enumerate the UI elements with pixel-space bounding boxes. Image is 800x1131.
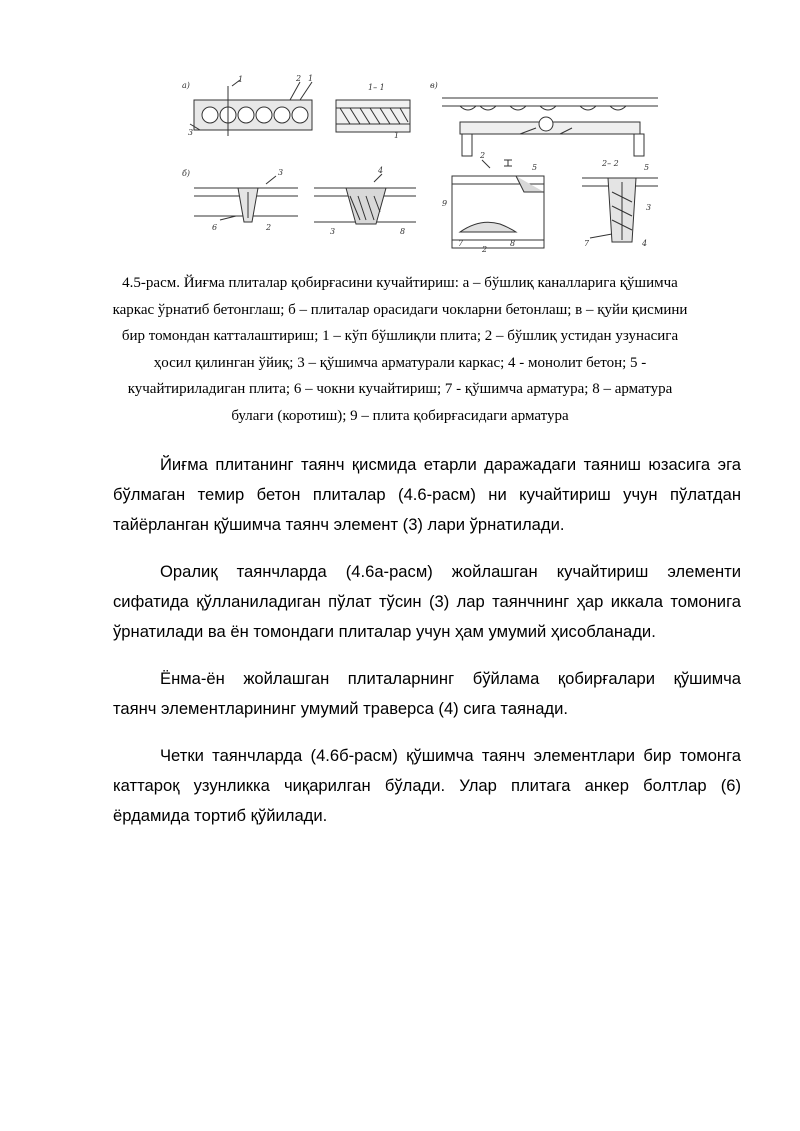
body-text — [113, 450, 741, 848]
section-label-2-2: 2– 2 — [602, 159, 619, 168]
paragraph-line: ёрдамида тортиб қўйилади. — [113, 806, 328, 825]
part-number-label: 9 — [442, 199, 448, 208]
paragraph-line: таянч элементларининг умумий траверса (4) сига таянади. — [113, 699, 568, 718]
part-number-label: 8 — [510, 239, 516, 248]
part-number-label: 6 — [212, 223, 218, 232]
part-number-label: 2 — [482, 245, 488, 252]
part-number-label: 5 — [532, 163, 538, 172]
paragraph — [113, 450, 741, 540]
paragraph — [113, 664, 741, 724]
paragraph — [113, 557, 741, 647]
section-1-1-drawing — [336, 83, 410, 140]
part-number-label: 4 — [642, 239, 648, 248]
paragraph-line: каттароқ узунликка чиқарилган бўлади. Улар плитага анкер болтлар (6) — [113, 776, 741, 795]
caption-line: кучайтириладиган плита; 6 – чокни кучайтириш; 7 - қўшимча арматура; 8 – арматура — [127, 381, 673, 397]
part-number-label: 8 — [400, 227, 406, 236]
paragraph-line: сифатида қўлланиладиган пўлат тўсин (3) лар таянчнинг ҳар иккала томонига — [113, 592, 741, 611]
part-number-label: 3 — [646, 203, 652, 212]
panel-label-c: в) — [430, 81, 438, 90]
panel-slab-detail-drawing — [442, 151, 544, 252]
caption-line: каркас ўрнатиб бетонглаш; б – плиталар орасидаги чокларни бетонлаш; в – қуйи қисмини — [112, 301, 688, 318]
paragraph-line: бўлмаган темир бетон плиталар (4.6-расм) ни кучайтириш учун пўлатдан — [113, 485, 741, 504]
caption-line: булаги (коротиш); 9 – плита қобирғасидаги арматура — [231, 407, 569, 424]
section-label-1-1: 1– 1 — [368, 83, 385, 92]
part-number-label: 5 — [644, 163, 650, 172]
panel-label-b: б) — [182, 169, 191, 178]
figure-caption — [110, 270, 690, 429]
caption-line: 4.5-расм. Йиғма плиталар қобирғасини кучайтириш: а – бўшлиқ каналларига қўшимча — [122, 275, 678, 291]
part-number-label: 2 — [480, 151, 486, 160]
technical-drawing — [180, 72, 660, 252]
part-number-label: 4 — [378, 166, 384, 175]
paragraph-line: Йиғма плитанинг таянч қисмида етарли даражадаги таяниш юзасига эга — [160, 455, 741, 474]
part-number-label: 3 — [278, 168, 284, 177]
part-number-label: 3 — [188, 128, 194, 137]
caption-line: бир томондан катталаштириш; 1 – кўп бўшлиқли плита; 2 – бўшлиқ устидан узунасига — [121, 328, 679, 344]
paragraph-line: Четки таянчларда (4.6б-расм) қўшимча таянч элементлари бир томонга — [160, 746, 741, 765]
paragraph-line: ўрнатилади ва ён томондаги плиталар учун ҳам умумий ҳисобланади. — [113, 622, 656, 641]
part-number-label: 1 — [308, 74, 314, 83]
panel-a-drawing — [182, 74, 313, 137]
panel-b-drawing — [182, 166, 416, 236]
paragraph-line: Оралиқ таянчларда (4.6а-расм) жойлашган кучайтириш элементи — [160, 562, 741, 581]
part-number-label: 2 — [266, 223, 272, 232]
part-number-label: 1 — [394, 131, 400, 140]
paragraph-line: Ёнма-ён жойлашган плиталарнинг бўйлама қобирғалари қўшимча — [160, 669, 741, 688]
part-number-label: 1 — [238, 75, 244, 84]
panel-label-a: а) — [182, 81, 190, 90]
slab-strengthening-figure — [180, 72, 660, 252]
paragraph — [113, 741, 741, 831]
part-number-label: 2 — [296, 74, 302, 83]
caption-line: ҳосил қилинган ўйиқ; 3 – қўшимча арматурали каркас; 4 - монолит бетон; 5 - — [153, 354, 647, 371]
part-number-label: 7 — [584, 239, 590, 248]
part-number-label: 3 — [330, 227, 336, 236]
panel-c-drawing — [430, 81, 658, 156]
section-2-2-drawing — [582, 159, 658, 248]
paragraph-line: тайёрланган қўшимча таянч элемент (3) лари ўрнатилади. — [113, 515, 565, 534]
part-number-label: 7 — [458, 239, 464, 248]
